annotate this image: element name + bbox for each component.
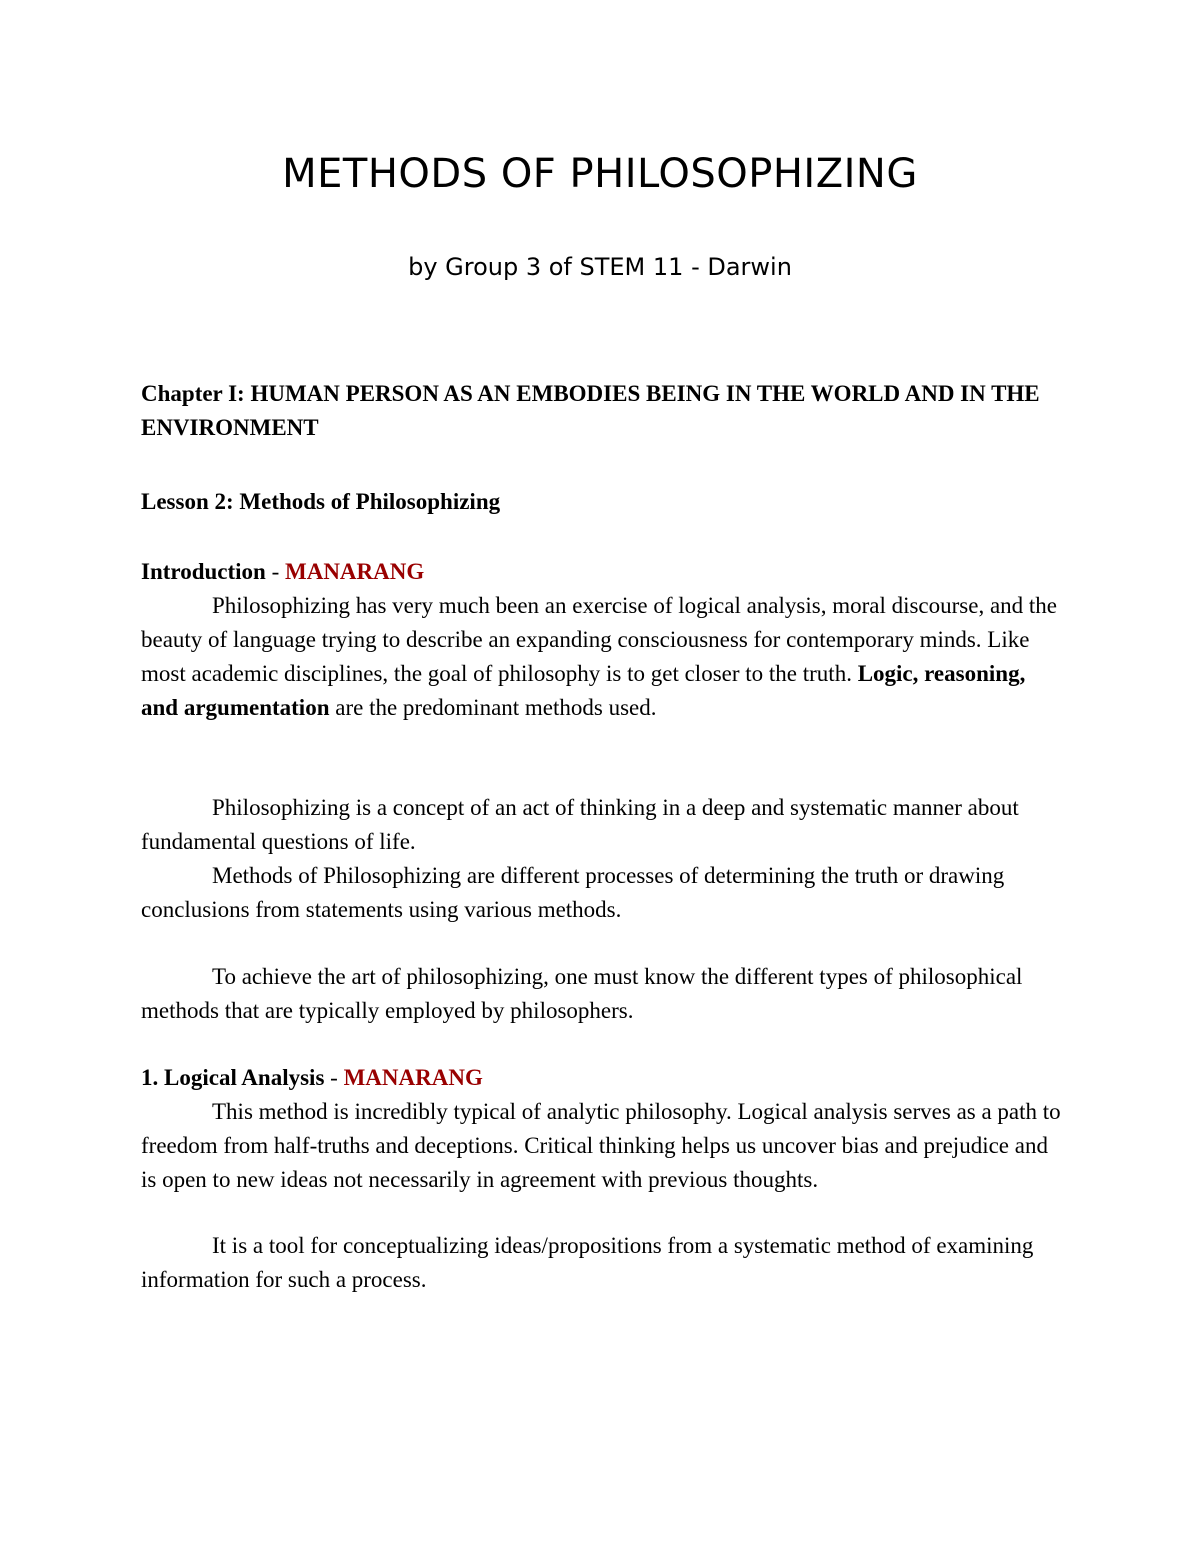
section-1-paragraph-1: This method is incredibly typical of analytic philosophy. Logical analysis serves as a path to freedom from half-truths and deceptions. Critical thinking helps us uncover bias and prejudice and is open to new ideas not necessarily in agreement with previous thoughts.: [141, 1099, 1061, 1192]
introduction-paragraph-2: Philosophizing is a concept of an act of thinking in a deep and systematic manner about fundamental questions of life.: [141, 795, 1019, 854]
introduction-paragraph-1-text-b: are the predominant methods used.: [329, 695, 657, 720]
introduction-heading-line: [141, 555, 1071, 589]
section-1-separator: -: [324, 1065, 344, 1090]
section-1-heading: 1. Logical Analysis: [141, 1065, 325, 1090]
introduction-separator: -: [265, 559, 285, 584]
lesson-heading: Lesson 2: Methods of Philosophizing: [141, 489, 501, 514]
section-1-author: MANARANG: [343, 1065, 483, 1090]
introduction-paragraph-4: To achieve the art of philosophizing, one must know the different types of philosophical methods that are typically employed by philosophers.: [141, 964, 1023, 1023]
document-subtitle: by Group 3 of STEM 11 - Darwin: [408, 253, 792, 281]
introduction-paragraph-1: [141, 589, 1061, 725]
introduction-paragraph-3: Methods of Philosophizing are different processes of determining the truth or drawing conclusions from statements using various methods.: [141, 863, 1005, 922]
chapter-heading: Chapter I: HUMAN PERSON AS AN EMBODIES BEING IN THE WORLD AND IN THE ENVIRONMENT: [141, 381, 1040, 440]
introduction-author: MANARANG: [285, 559, 425, 584]
document-title: METHODS OF PHILOSOPHIZING: [282, 151, 918, 197]
section-1-paragraph-2: It is a tool for conceptualizing ideas/propositions from a systematic method of examining information for such a process.: [141, 1233, 1034, 1292]
introduction-paragraph-1-bold: Logic, reasoning, and argumentation: [141, 661, 1026, 720]
section-1-heading-line: [141, 1061, 1071, 1095]
introduction-paragraph-1-text-a: Philosophizing has very much been an exercise of logical analysis, moral discourse, and the beauty of language trying to describe an expanding consciousness for contemporary minds. Like most academic disciplines, the goal of philosophy is to get closer to the truth.: [141, 593, 1058, 686]
introduction-heading: Introduction: [141, 559, 266, 584]
